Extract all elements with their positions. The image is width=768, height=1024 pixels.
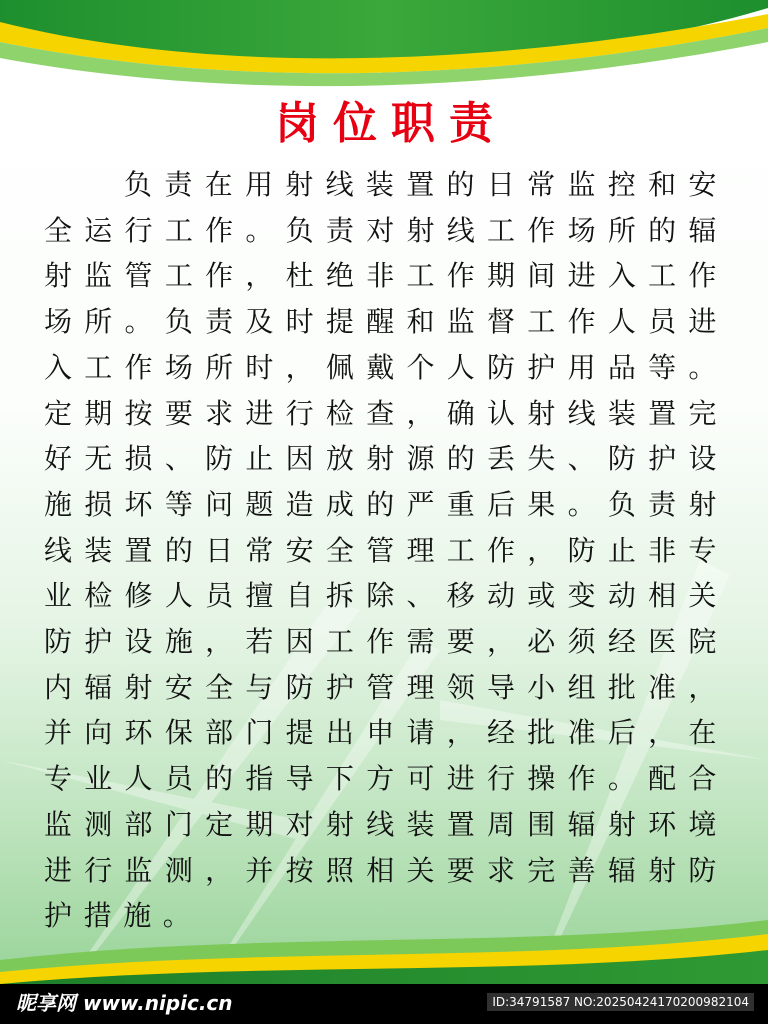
watermark-brand (16, 987, 233, 1016)
poster-body-text: 负责在用射线装置的日常监控和安全运行工作。负责对射线工作场所的辐射监管工作，杜绝非工作期间进入工作场所。负责及时提醒和监督工作人员进入工作场所时，佩戴个人防护用品等。定期按要求进行检查，确认射线装置完好无损、防止因放射源的丢失、防护设施损坏等问题造成的严重后果。负责射线装置的日常安全管理工作，防止非专业检修人员擅自拆除、移动或变动相关防护设施，若因工作需要，必须经医院内辐射安全与防护管理领导小组批准，并向环保部门提出申请，经批准后，在专业人员的指导下方可进行操作。配合监测部门定期对射线装置周围辐射环境进行监测，并按照相关要求完善辐射防护措施。 (44, 168, 728, 933)
watermark-id: ID:34791587 NO:20250424170200982104 (487, 993, 754, 1011)
poster-title: 岗位职责 (275, 98, 507, 149)
watermark-brand-text: 昵享网 www.nipic.cn (16, 991, 233, 1015)
